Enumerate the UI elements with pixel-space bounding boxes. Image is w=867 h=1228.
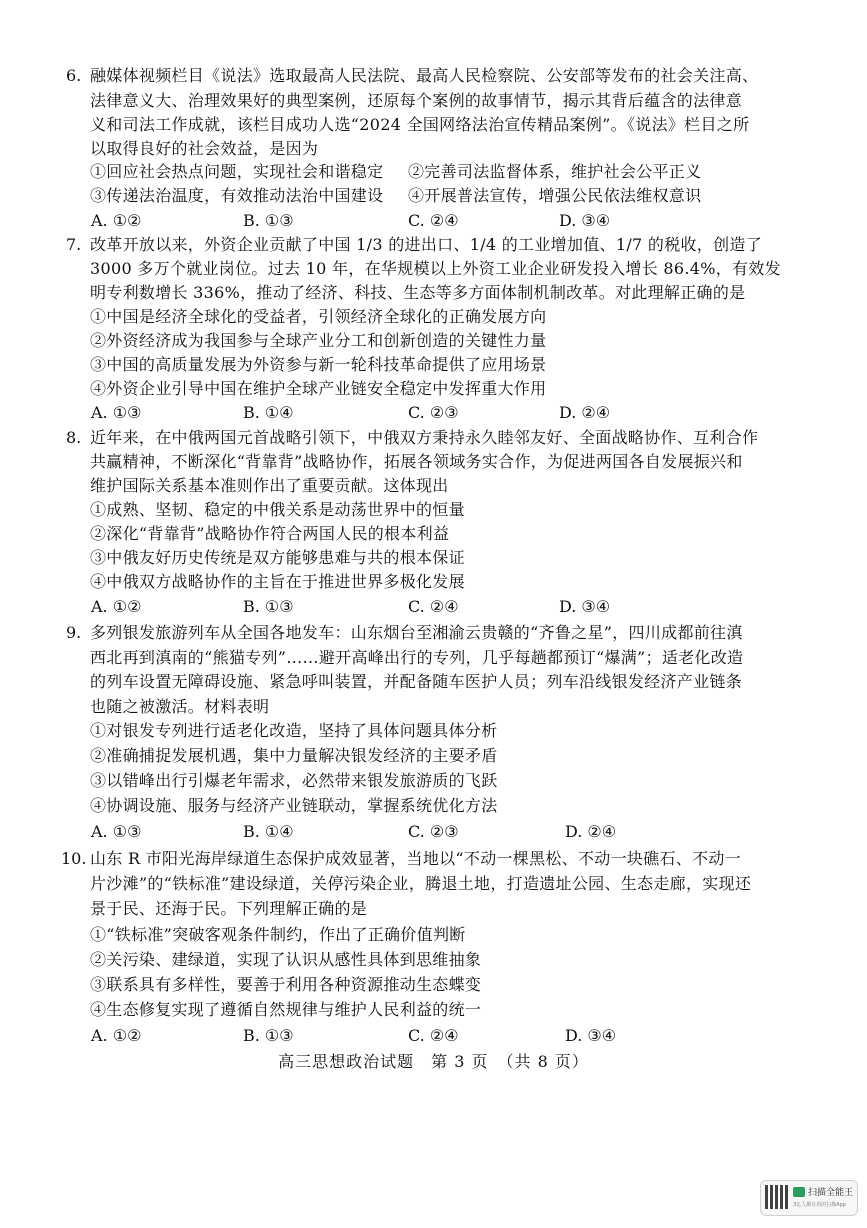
question-stem-line: 融媒体视频栏目《说法》选取最高人民法院、最高人民检察院、公安部等发布的社会关注高、: [90, 66, 759, 85]
scanner-title: 扫描全能王: [808, 1188, 854, 1198]
question-stem-line: 3000 多万个就业岗位。过去 10 年，在华规模以上外资工业企业研发投入增长 86.4%，有效发: [90, 259, 781, 278]
question-stem-line: 以取得良好的社会效益，是因为: [90, 139, 319, 158]
question-stem-line: 的列车设置无障碍设施、紧急呼叫装置，并配备随车医护人员；列车沿线银发经济产业链条: [90, 672, 743, 691]
question-number: 8.: [66, 428, 82, 447]
option-a: A. ①③: [91, 403, 142, 422]
scanner-logo-icon: [793, 1187, 805, 1197]
statement-1: ①“铁标准”突破客观条件制约，作出了正确价值判断: [90, 925, 466, 944]
question-stem-line: 义和司法工作成就，该栏目成功人选“2024 全国网络法治宣传精品案例”。《说法》栏目之所: [90, 115, 750, 134]
option-d: D. ③④: [559, 211, 611, 230]
question-stem-line: 法律意义大、治理效果好的典型案例，还原每个案例的故事情节，揭示其背后蕴含的法律意: [90, 91, 743, 110]
question-stem-line: 片沙滩”的“铁标准”建设绿道，关停污染企业，腾退土地，打造遗址公园、生态走廊，实现还: [90, 874, 752, 893]
statement-3: ③以错峰出行引爆老年需求，必然带来银发旅游质的飞跃: [90, 771, 498, 790]
option-a: A. ①②: [91, 1026, 142, 1045]
statement-1: ①中国是经济全球化的受益者，引领经济全球化的正确发展方向: [90, 307, 547, 326]
question-stem-line: 改革开放以来，外资企业贡献了中国 1/3 的进出口、1/4 的工业增加值、1/7 的税收，创造了: [90, 235, 762, 254]
question-stem-line: 近年来，在中俄两国元首战略引领下，中俄双方秉持永久睦邻友好、全面战略协作、互利合作: [90, 428, 759, 447]
option-c: C. ②④: [408, 597, 459, 616]
option-d: D. ③④: [565, 1026, 617, 1045]
option-d: D. ②④: [565, 822, 617, 841]
statement-2: ②准确捕捉发展机遇，集中力量解决银发经济的主要矛盾: [90, 746, 498, 765]
option-b: B. ①④: [243, 403, 294, 422]
statement-4: ④外资企业引导中国在维护全球产业链安全稳定中发挥重大作用: [90, 379, 547, 398]
statement-3: ③中国的高质量发展为外资参与新一轮科技革命提供了应用场景: [90, 355, 547, 374]
option-a: A. ①③: [91, 822, 142, 841]
option-d: D. ③④: [559, 597, 611, 616]
question-stem-line: 多列银发旅游列车从全国各地发车：山东烟台至湘渝云贵赣的“齐鲁之星”，四川成都前往滇: [90, 623, 743, 642]
statement-2: ②外资经济成为我国参与全球产业分工和创新创造的关键性力量: [90, 331, 547, 350]
option-c: C. ②④: [408, 1026, 459, 1045]
scanner-watermark: [760, 1180, 858, 1216]
statement-3: ③中俄友好历史传统是双方能够患难与共的根本保证: [90, 548, 465, 567]
question-stem-line: 维护国际关系基本准则作出了重要贡献。这体现出: [90, 476, 449, 495]
question-stem-line: 也随之被激活。材料表明: [90, 697, 270, 716]
question-number: 7.: [66, 235, 82, 254]
scanner-subtitle: 3亿人都在用的扫描App: [793, 1202, 846, 1208]
statement-4: ④生态修复实现了遵循自然规律与维护人民利益的统一: [90, 1000, 482, 1019]
option-b: B. ①③: [243, 1026, 294, 1045]
page-footer: 高三思想政治试题 第 3 页 （共 8 页）: [278, 1052, 589, 1071]
option-c: C. ②③: [408, 403, 459, 422]
question-number: 10.: [61, 849, 87, 868]
question-stem-line: 景于民、还海于民。下列理解正确的是: [90, 899, 368, 918]
statement-1: ①对银发专列进行适老化改造，坚持了具体问题具体分析: [90, 721, 498, 740]
qr-code-icon: [765, 1185, 789, 1209]
statement-1: ①回应社会热点问题，实现社会和谐稳定: [90, 162, 384, 181]
question-stem-line: 共赢精神，不断深化“背靠背”战略协作，拓展各领域务实合作，为促进两国各自发展振兴和: [90, 452, 743, 471]
option-a: A. ①②: [91, 211, 142, 230]
option-b: B. ①④: [243, 822, 294, 841]
option-c: C. ②④: [408, 211, 459, 230]
option-b: B. ①③: [243, 211, 294, 230]
statement-4: ④中俄双方战略协作的主旨在于推进世界多极化发展: [90, 572, 465, 591]
statement-3: ③传递法治温度，有效推动法治中国建设: [90, 186, 384, 205]
statement-4: ④协调设施、服务与经济产业链联动，掌握系统优化方法: [90, 796, 498, 815]
statement-2: ②深化“背靠背”战略协作符合两国人民的根本利益: [90, 524, 450, 543]
question-stem-line: 明专利数增长 336%，推动了经济、科技、生态等多方面体制机制改革。对此理解正确的是: [90, 283, 746, 302]
statement-4: ④开展普法宣传，增强公民依法维权意识: [408, 186, 702, 205]
statement-1: ①成熟、坚韧、稳定的中俄关系是动荡世界中的恒量: [90, 500, 465, 519]
option-d: D. ②④: [559, 403, 611, 422]
statement-2: ②关污染、建绿道，实现了认识从感性具体到思维抽象: [90, 950, 482, 969]
question-stem-line: 山东 R 市阳光海岸绿道生态保护成效显著，当地以“不动一棵黑松、不动一块礁石、不动一: [90, 849, 741, 868]
option-c: C. ②③: [408, 822, 459, 841]
question-number: 6.: [66, 66, 82, 85]
statement-3: ③联系具有多样性，要善于利用各种资源推动生态蝶变: [90, 975, 482, 994]
question-stem-line: 西北再到滇南的“熊猫专列”……避开高峰出行的专列，几乎每趟都预订“爆满”；适老化改造: [90, 648, 744, 667]
question-number: 9.: [66, 623, 82, 642]
statement-2: ②完善司法监督体系，维护社会公平正义: [408, 162, 702, 181]
option-a: A. ①②: [91, 597, 142, 616]
option-b: B. ①③: [243, 597, 294, 616]
